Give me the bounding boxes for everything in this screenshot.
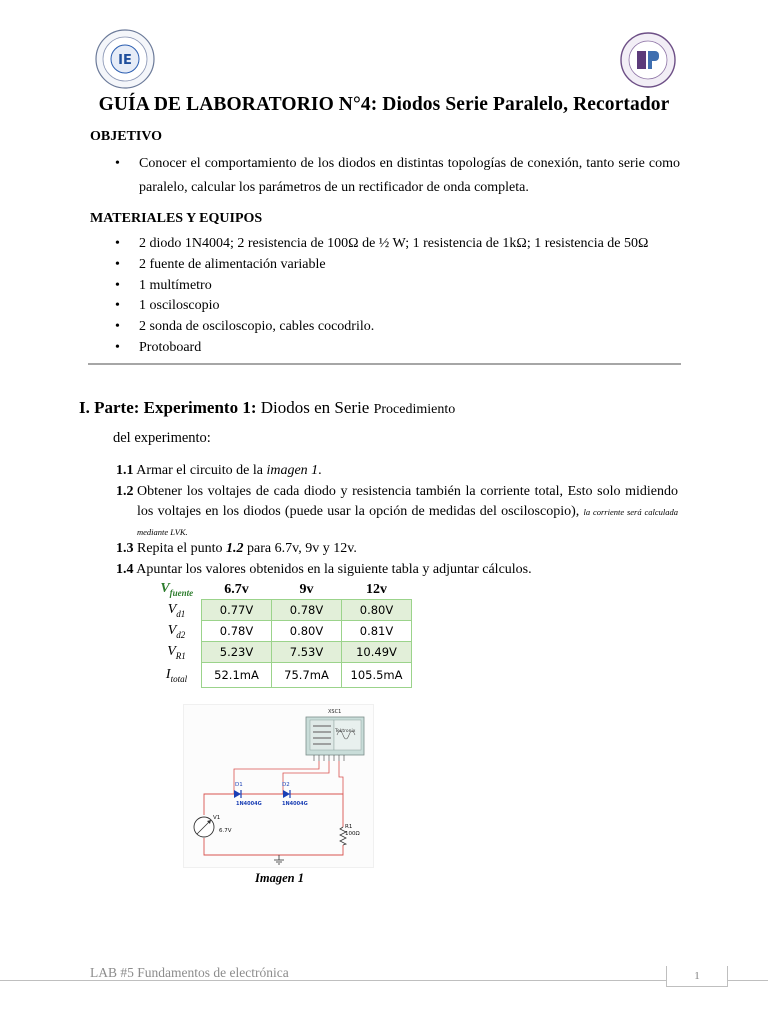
ground-icon [274, 855, 284, 864]
column-header: 9v [299, 581, 314, 597]
table-header-row [152, 580, 412, 600]
table-row [152, 621, 412, 642]
figure-caption: Imagen 1 [255, 871, 304, 885]
scope-label: XSC1 [328, 709, 342, 715]
column-header: 12v [366, 581, 387, 597]
corner-main: V [160, 581, 170, 597]
page-title: GUÍA DE LABORATORIO N°4: Diodos Serie Paralelo, Recortador [98, 94, 670, 115]
step-emphasis: imagen 1 [266, 463, 319, 478]
materiales-list [115, 234, 680, 359]
table-cell: 52.1mA [202, 663, 272, 688]
table-cell: 0.81V [342, 621, 412, 642]
v1-value: 6.7V [219, 828, 232, 834]
table-cell: 7.53V [272, 642, 342, 663]
step-text: para 6.7v, 9v y 12v. [243, 541, 357, 556]
table-row [152, 663, 412, 688]
step-text: . [318, 463, 322, 478]
voltage-source-icon [194, 817, 214, 837]
list-item: • 1 multímetro [115, 276, 680, 297]
row-label-main: V [167, 643, 176, 659]
scope-brand: Tektronix [335, 729, 356, 734]
table-row [152, 642, 412, 663]
part-heading [79, 398, 455, 418]
diode-d2-icon [283, 790, 290, 798]
row-label-main: V [167, 601, 177, 617]
row-label [152, 663, 202, 688]
step-1-3 [116, 539, 678, 559]
list-item: • Conocer el comportamiento de los diodos en distintas topologías de conexión, tanto serie como paralelo, calcular los parámetros de un rectificador de onda completa. [115, 152, 680, 200]
row-label [152, 642, 202, 663]
d1-part: 1N4004G [236, 801, 262, 807]
row-label-sub: total [170, 673, 188, 684]
table-cell: 105.5mA [342, 663, 412, 688]
v1-label: V1 [213, 815, 221, 821]
r1-value: 100Ω [345, 831, 360, 837]
part-proc: Procedimiento [373, 402, 456, 417]
page-number: 1 [666, 966, 728, 987]
list-item: • 2 diodo 1N4004; 2 resistencia de 100Ω de ½ W; 1 resistencia de 1kΩ; 1 resistencia de 50Ω [115, 234, 680, 255]
table-cell: 0.78V [272, 600, 342, 621]
row-label-main: I [165, 666, 171, 682]
footer-text: LAB #5 Fundamentos de electrónica [90, 965, 289, 980]
list-item: • 2 sonda de osciloscopio, cables cocodrilo. [115, 317, 680, 338]
column-header: 6.7v [224, 581, 249, 597]
row-label [152, 600, 202, 621]
row-label-sub: R1 [175, 650, 186, 661]
circuit-schematic [183, 704, 374, 868]
step-text: Repita el punto [137, 541, 227, 556]
objetivo-heading: OBJETIVO [90, 129, 163, 144]
step-emphasis: 1.2 [226, 541, 244, 556]
row-label-sub: d2 [176, 629, 186, 640]
step-1-2 [116, 482, 678, 542]
left-logo [94, 28, 156, 90]
right-logo [619, 31, 677, 89]
step-number: 1.4 [116, 562, 134, 577]
diode-d1-icon [234, 790, 241, 798]
svg-text:IE: IE [118, 53, 132, 68]
list-item: • 2 fuente de alimentación variable [115, 255, 680, 276]
materiales-heading: MATERIALES Y EQUIPOS [90, 211, 263, 226]
table-cell: 5.23V [202, 642, 272, 663]
footer-divider [0, 980, 768, 981]
oscilloscope-icon [306, 717, 364, 761]
table-cell: 0.80V [342, 600, 412, 621]
table-corner [152, 580, 202, 600]
step-1-1 [116, 461, 678, 481]
step-text: Obtener los voltajes de cada diodo y resistencia también la corriente total, Esto solo midiendo los voltajes en los diodos (puede usar la opción de medidas del osciloscopio), [137, 484, 678, 519]
objetivo-list [115, 152, 680, 200]
table-cell: 0.80V [272, 621, 342, 642]
part-label: I. Parte: Experimento 1: [79, 398, 257, 417]
section-divider [88, 363, 681, 365]
d2-part: 1N4004G [282, 801, 308, 807]
table-cell: 0.77V [202, 600, 272, 621]
step-1-4 [116, 560, 678, 580]
part-name: Diodos en Serie [260, 398, 370, 417]
row-label-main: V [167, 622, 177, 638]
step-text: Apuntar los valores obtenidos en la siguiente tabla y adjuntar cálculos. [136, 562, 532, 577]
r1-label: R1 [345, 824, 353, 830]
row-label-sub: d1 [176, 608, 186, 619]
table-row [152, 600, 412, 621]
table-cell: 0.78V [202, 621, 272, 642]
step-text: Armar el circuito de la [136, 463, 267, 478]
row-label [152, 621, 202, 642]
results-table [152, 580, 412, 688]
corner-sub: fuente [169, 588, 194, 599]
step-number: 1.2 [116, 484, 134, 499]
step-note: la corriente será calculada mediante LVK. [137, 507, 678, 537]
list-item: • Protoboard [115, 338, 680, 359]
table-cell: 75.7mA [272, 663, 342, 688]
step-text-block [116, 482, 678, 542]
step-number: 1.3 [116, 541, 134, 556]
d1-label: D1 [235, 782, 243, 788]
d2-label: D2 [282, 782, 290, 788]
table-cell: 10.49V [342, 642, 412, 663]
step-number: 1.1 [116, 463, 134, 478]
part-continuation: del experimento: [113, 430, 211, 446]
list-item: • 1 osciloscopio [115, 296, 680, 317]
